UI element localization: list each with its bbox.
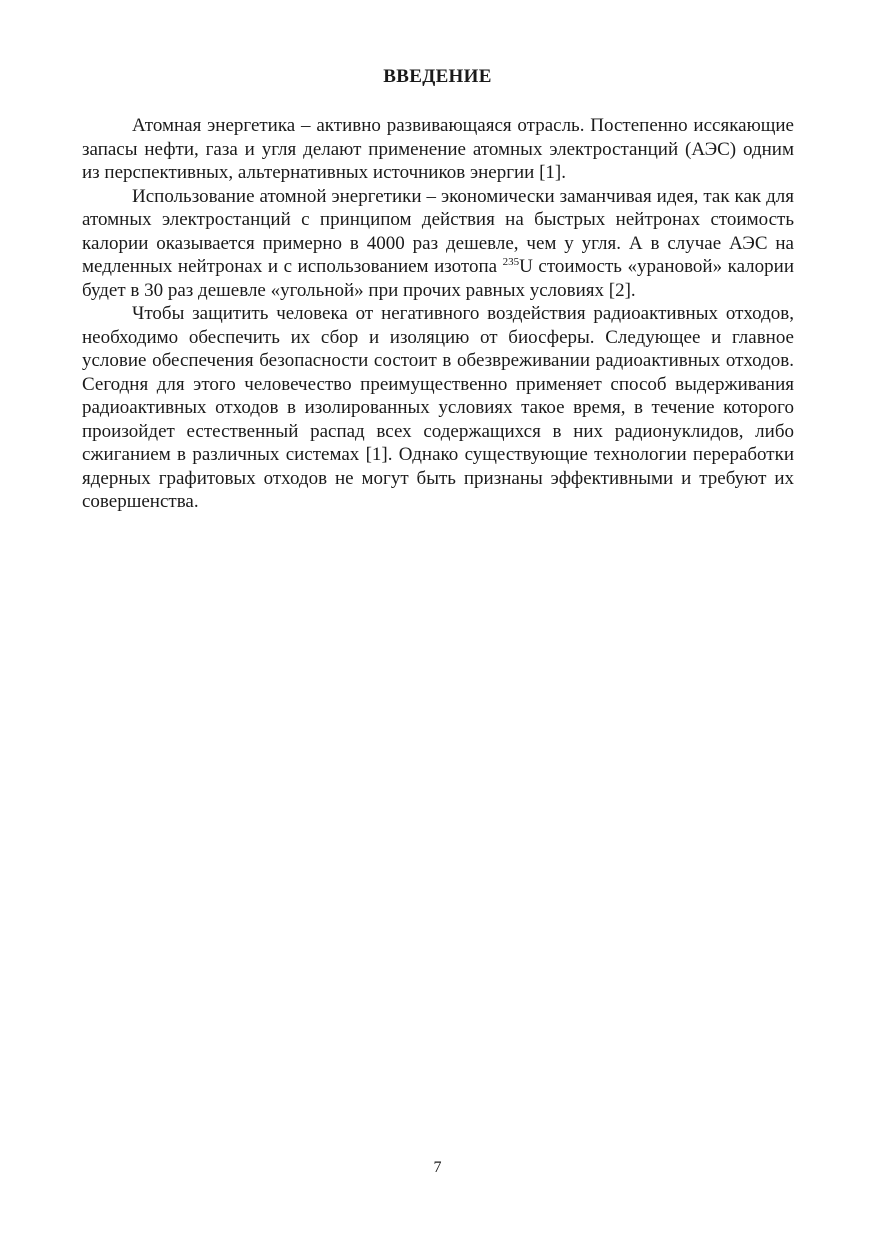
paragraph-2: [82, 185, 794, 303]
body-text: [82, 114, 794, 514]
paragraph-2-text-after: U стоимость «урановой» калории будет в 30 раз дешевле «угольной» при прочих равных условиях [2].: [82, 256, 794, 301]
page-heading: ВВЕДЕНИЕ: [383, 66, 492, 87]
paragraph-3: Чтобы защитить человека от негативного воздействия радиоактивных отходов, необходимо обеспечить их сбор и изоляцию от биосферы. Следующее и главное условие обеспечения безопасности состоит в обезвреживании радиоактивных отходов. Сегодня для этого человечество преимущественно применяет способ выдерживания радиоактивных отходов в изолированных условиях такое время, в течение которого произойдет естественный распад всех содержащихся в них радионуклидов, либо сжиганием в различных системах [1]. Однако существующие технологии переработки ядерных графитовых отходов не могут быть признаны эффективными и требуют их совершенства.: [82, 303, 794, 512]
page-number: 7: [433, 1159, 442, 1176]
paragraph-2-text-before: Использование атомной энергетики – экономически заманчивая идея, так как для атомных электростанций с принципом действия на быстрых нейтронах стоимость калории оказывается примерно в 4000 раз дешевле, чем у угля. А в случае АЭС на медленных нейтронах и с использованием изотопа: [82, 185, 794, 277]
isotope-superscript: 235: [502, 256, 520, 268]
paragraph-1: Атомная энергетика – активно развивающаяся отрасль. Постепенно иссякающие запасы нефти, газа и угля делают применение атомных электростанций (АЭС) одним из перспективных, альтернативных источников энергии [1].: [82, 115, 794, 183]
